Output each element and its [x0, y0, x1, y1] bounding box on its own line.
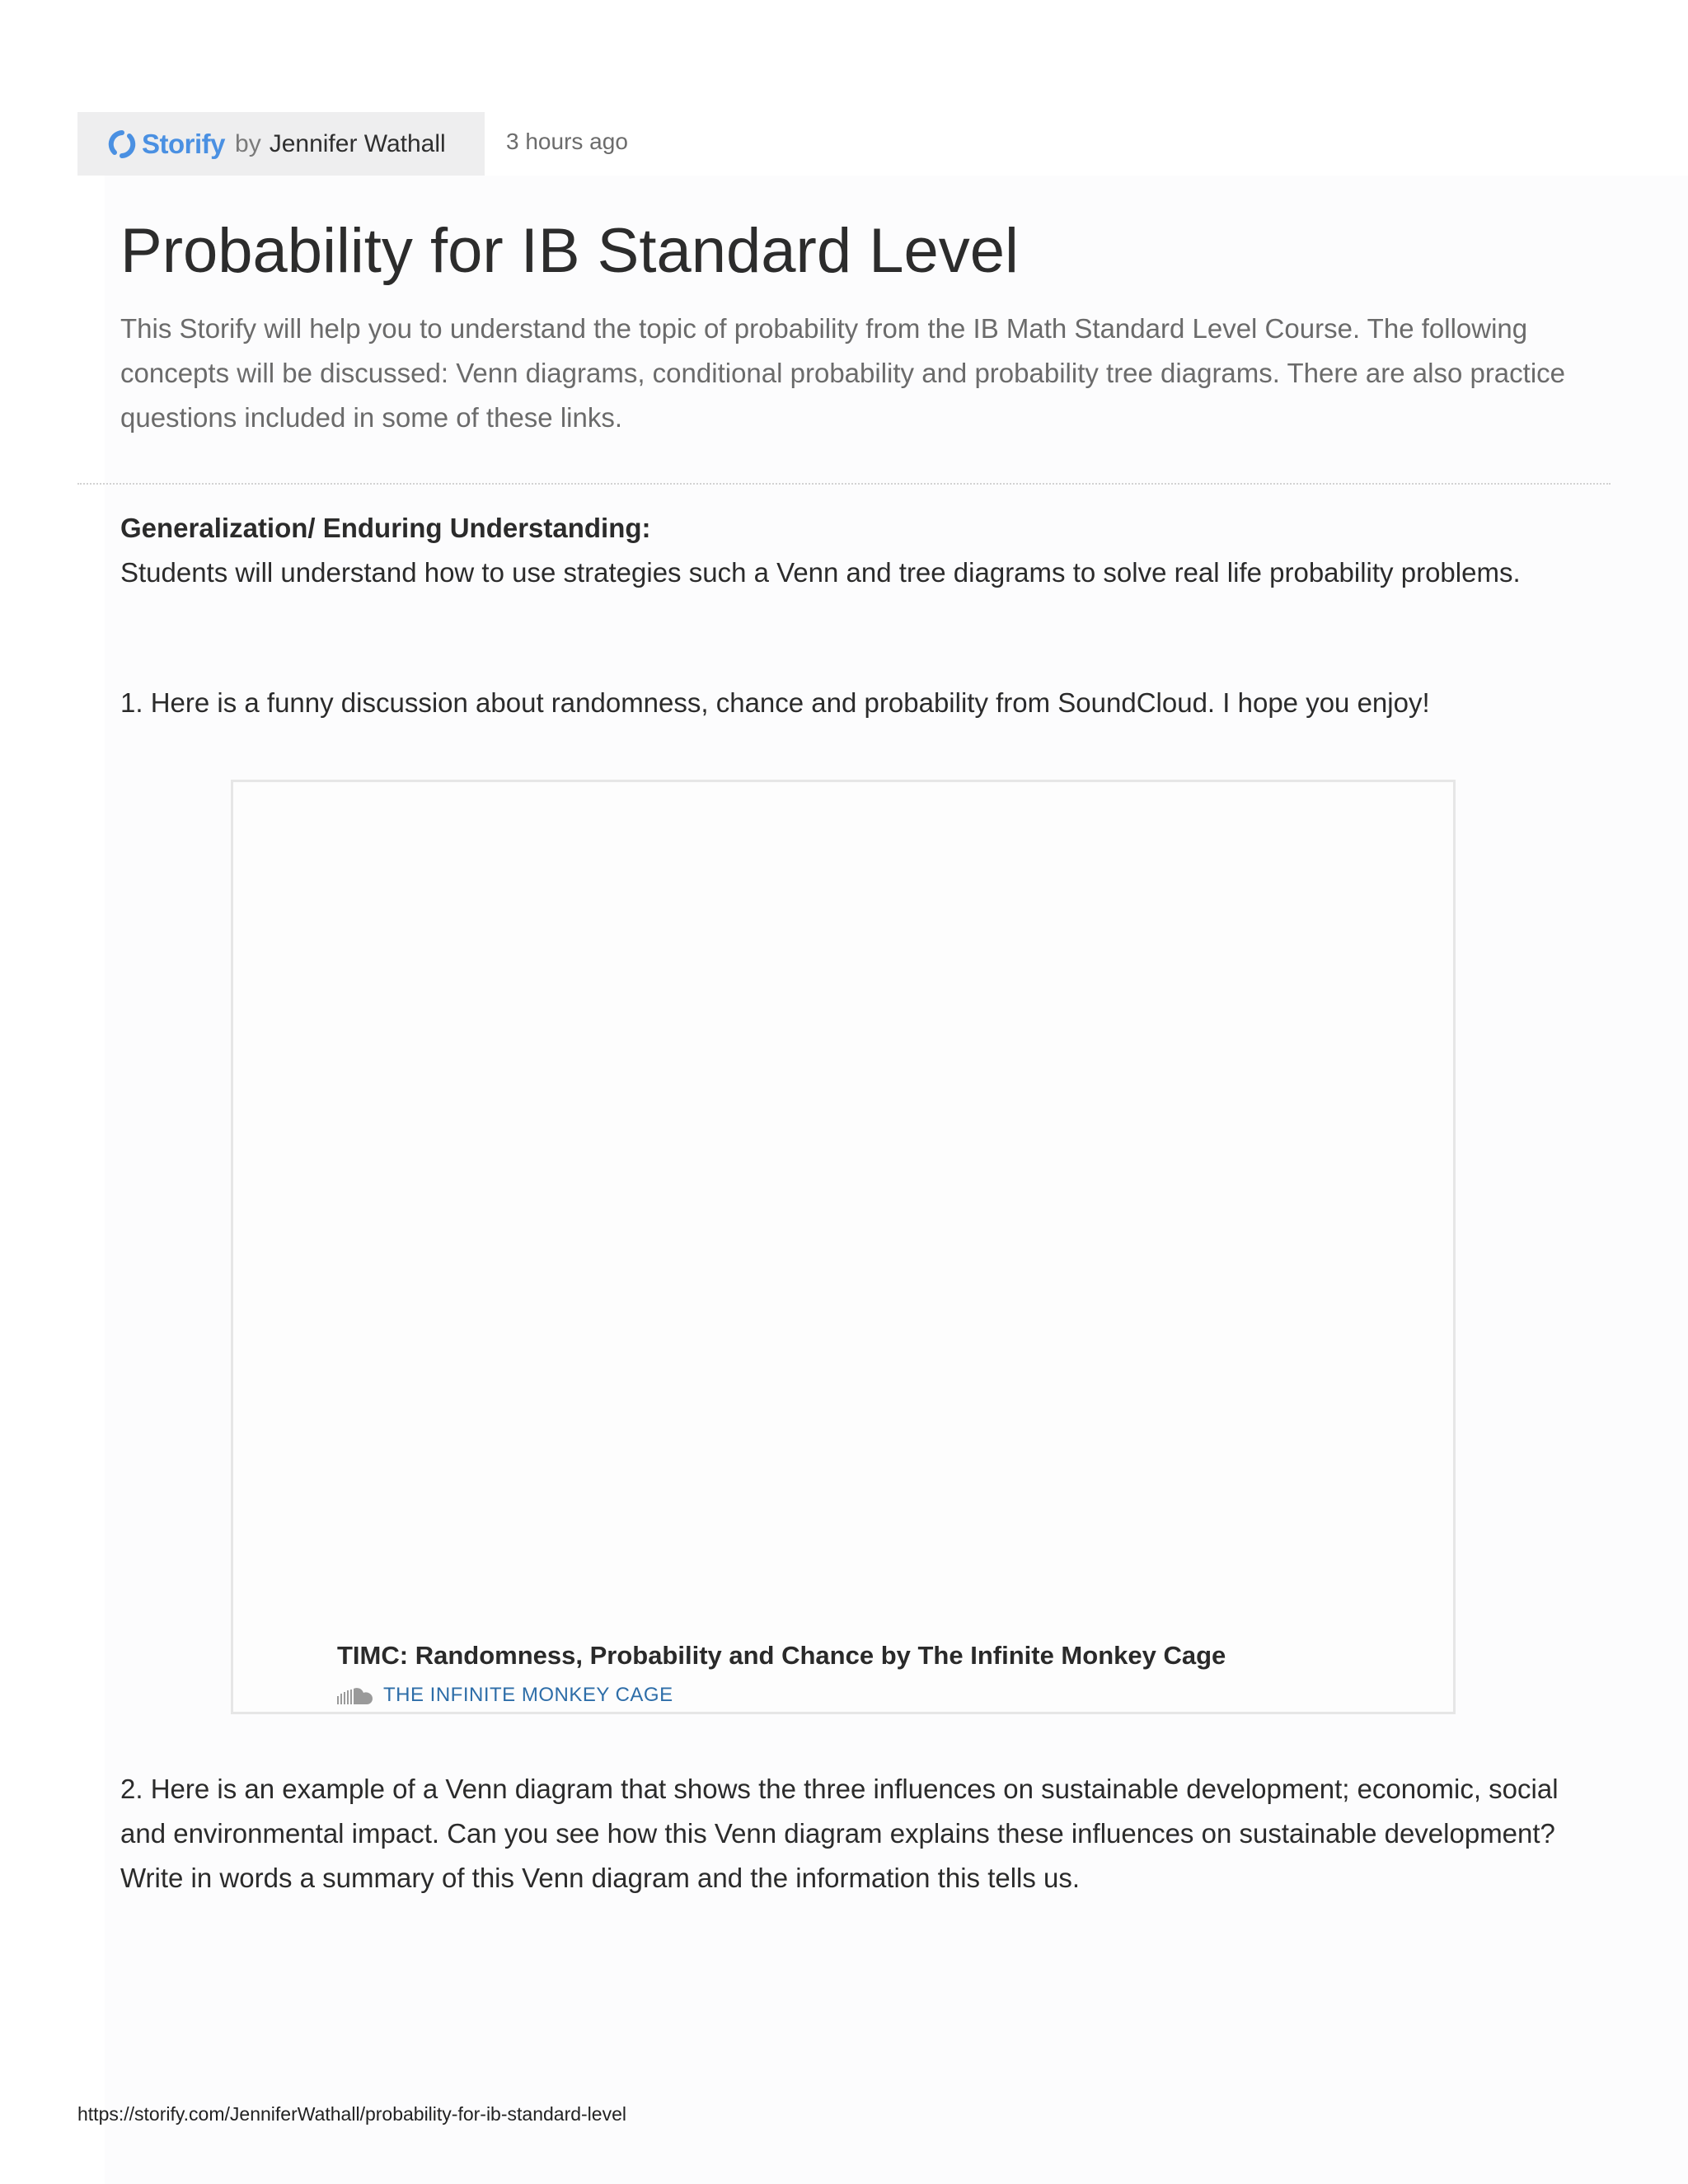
embed-source[interactable]: [337, 1684, 673, 1707]
storify-logo-icon: [107, 129, 137, 159]
generalization-heading: Generalization/ Enduring Understanding:: [120, 513, 651, 543]
storify-logo[interactable]: [107, 129, 225, 160]
item-two-text: 2. Here is an example of a Venn diagram that shows the three influences on sustainable development; economic, social and environmental impact. Can you see how this Venn diagram explains these influences on sustainable development? Write in words a summary of this Venn diagram and the information this tells us.: [120, 1774, 1559, 1893]
soundcloud-embed[interactable]: [231, 780, 1456, 1714]
soundcloud-icon: [337, 1686, 373, 1704]
generalization-text: Students will understand how to use strategies such a Venn and tree diagrams to solve real life probability problems.: [120, 557, 1521, 588]
embed-track-title[interactable]: TIMC: Randomness, Probability and Chance by The Infinite Monkey Cage: [337, 1641, 1226, 1670]
author-name-link[interactable]: Jennifer Wathall: [269, 129, 446, 157]
embed-source-name: THE INFINITE MONKEY CAGE: [383, 1684, 673, 1706]
by-label: by: [235, 129, 261, 157]
story-header-bar: [77, 112, 485, 176]
page-title: Probability for IB Standard Level: [120, 216, 1019, 286]
section-divider: [77, 483, 1611, 485]
footer-url: https://storify.com/JenniferWathall/probability-for-ib-standard-level: [77, 2103, 626, 2125]
item-one-text: 1. Here is a funny discussion about randomness, chance and probability from SoundCloud. I hope you enjoy!: [120, 687, 1430, 718]
storify-logo-text: Storify: [142, 128, 226, 159]
story-description: This Storify will help you to understand the topic of probability from the IB Math Standard Level Course. The following concepts will be discussed: Venn diagrams, conditional probability and probability tree diagrams. There are also practice questions included in some of these links.: [120, 313, 1566, 433]
story-timestamp: 3 hours ago: [506, 129, 628, 154]
